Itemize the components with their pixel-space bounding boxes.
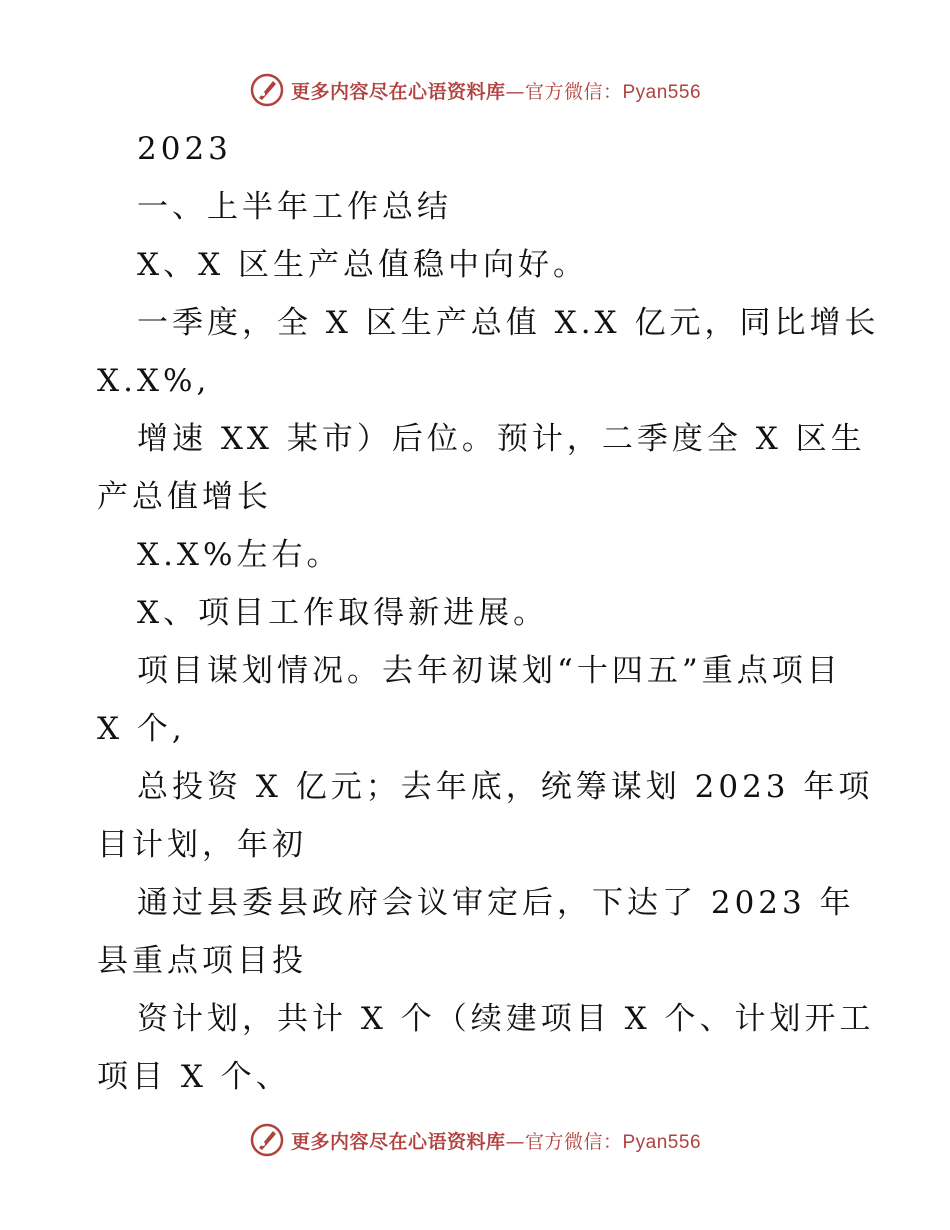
footer-banner-separator: — (505, 1130, 525, 1153)
feather-pen-logo-icon (249, 1122, 285, 1158)
doc-line-paragraph: 项目 X 个、 (97, 1059, 291, 1095)
doc-line-paragraph: 县重点项目投 (97, 943, 307, 979)
doc-line-paragraph: X 个, (97, 711, 186, 747)
footer-banner-main: 更多内容尽在心语资料库 (290, 1130, 506, 1153)
header-banner-separator: — (505, 80, 525, 103)
doc-line-paragraph: 目计划，年初 (97, 827, 307, 863)
footer-banner-text (291, 1127, 701, 1154)
doc-line-paragraph: 通过县委县政府会议审定后，下达了 2023 年 (137, 885, 855, 921)
footer-banner-wechat-label: 官方微信： (524, 1130, 623, 1153)
doc-line-year: 2023 (137, 131, 232, 167)
feather-pen-logo-icon (249, 72, 285, 108)
header-banner-text (291, 77, 701, 104)
doc-line-paragraph: X.X%, (97, 363, 211, 399)
doc-line-paragraph: 项目谋划情况。去年初谋划“十四五”重点项目 (137, 653, 842, 689)
doc-line-section-heading: 一、上半年工作总结 (137, 189, 452, 225)
doc-line-paragraph: 资计划，共计 X 个（续建项目 X 个、计划开工 (137, 1001, 875, 1037)
document-body (97, 120, 880, 1106)
footer-watermark-banner (0, 1120, 950, 1160)
doc-line-paragraph: 一季度，全 X 区生产总值 X.X 亿元，同比增长 (137, 305, 880, 341)
doc-line-paragraph: 增速 XX 某市）后位。预计，二季度全 X 区生 (137, 421, 866, 457)
header-banner-wechat-id: Pyan556 (622, 81, 702, 103)
doc-line-paragraph: X.X%左右。 (137, 537, 342, 573)
doc-line-paragraph: 总投资 X 亿元；去年底，统筹谋划 2023 年项 (137, 769, 874, 805)
header-watermark-banner (0, 70, 950, 110)
footer-banner-wechat-id: Pyan556 (622, 1131, 702, 1153)
header-banner-main: 更多内容尽在心语资料库 (290, 80, 506, 103)
header-banner-wechat-label: 官方微信： (524, 80, 623, 103)
doc-line-paragraph: 产总值增长 (97, 479, 272, 515)
doc-line-subheading-gdp: X、X 区生产总值稳中向好。 (137, 247, 588, 283)
doc-line-subheading-projects: X、项目工作取得新进展。 (137, 595, 549, 631)
